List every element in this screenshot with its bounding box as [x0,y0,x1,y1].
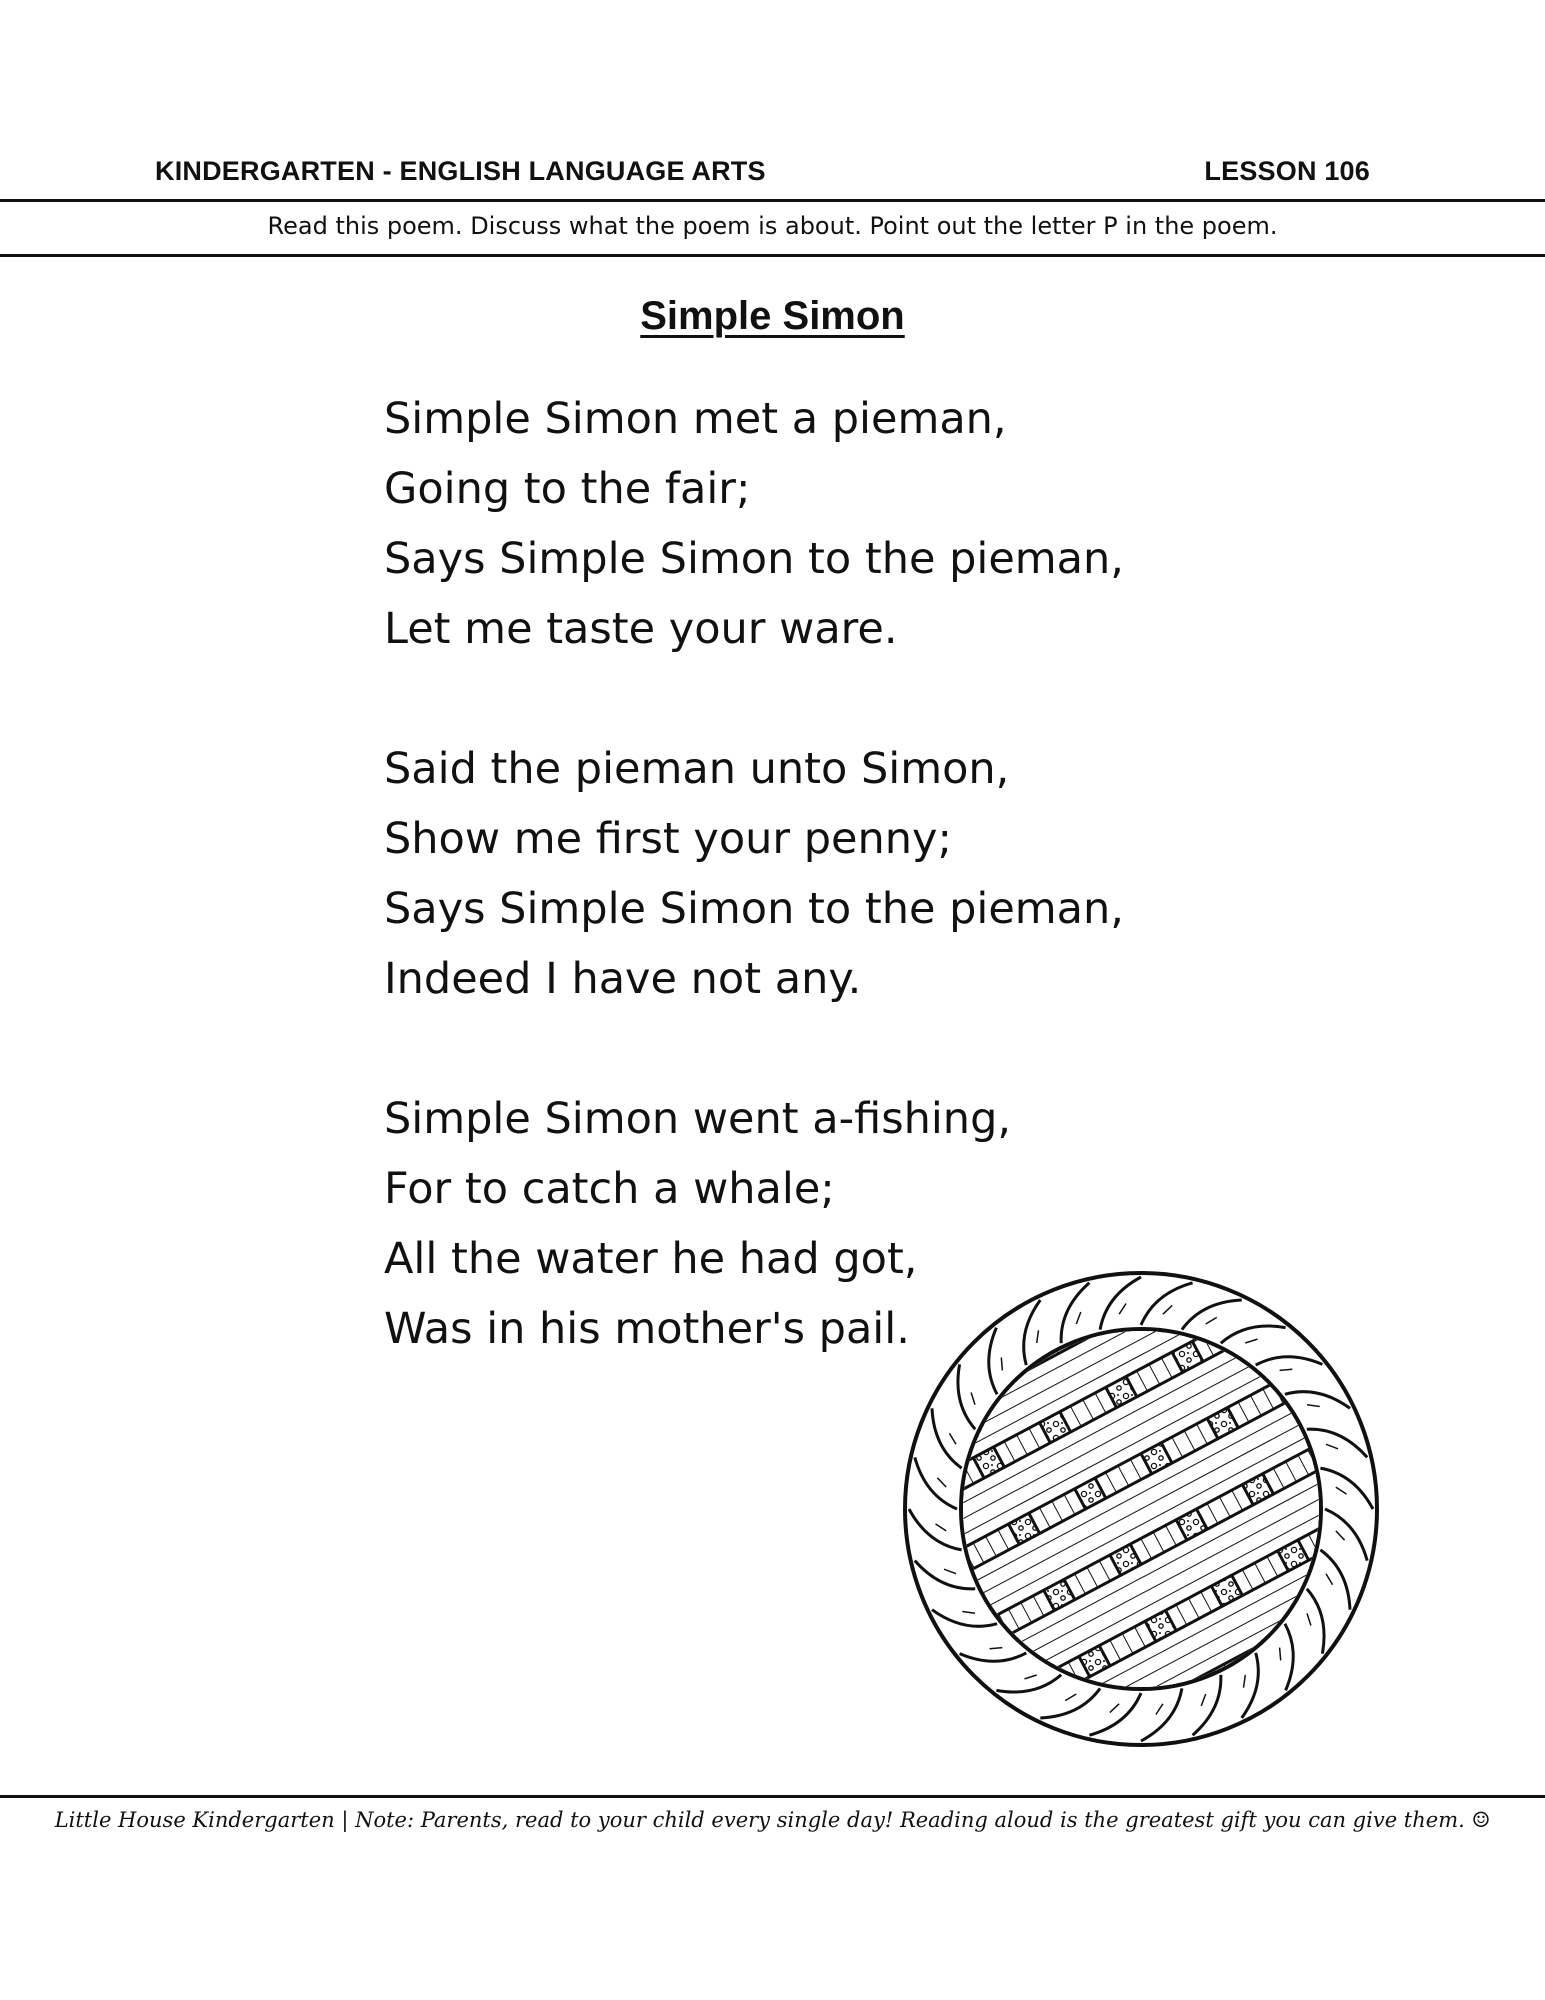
instruction-divider [0,254,1545,257]
footer-divider [0,1795,1545,1798]
poem-line: Says Simple Simon to the pieman, [384,884,1124,934]
poem-line: Show me first your penny; [384,814,952,864]
poem-line: Says Simple Simon to the pieman, [384,534,1124,584]
poem-stanza [384,734,1124,1014]
poem-line: All the water he had got, [384,1234,918,1284]
header-divider [0,199,1545,202]
poem-line: Said the pieman unto Simon, [384,744,1010,794]
page-header [155,150,1370,194]
poem-body [384,384,1124,1364]
subject-label: KINDERGARTEN - ENGLISH LANGUAGE ARTS [155,156,766,186]
instruction-text: Read this poem. Discuss what the poem is about. Point out the letter P in the poem. [267,212,1278,240]
lattice-pie-icon [898,1266,1384,1752]
poem-line: Indeed I have not any. [384,954,862,1004]
footer-note: Little House Kindergarten | Note: Parents, read to your child every single day! Reading aloud is the greatest gift you can give them. ☺ [54,1808,1491,1832]
poem-line: For to catch a whale; [384,1164,835,1214]
poem-line: Simple Simon met a pieman, [384,394,1007,444]
poem-stanza [384,384,1124,664]
lesson-number: LESSON 106 [1204,156,1370,186]
poem-line: Let me taste your ware. [384,604,898,654]
poem-line: Going to the fair; [384,464,751,514]
poem-title: Simple Simon [640,294,905,338]
poem-line: Was in his mother's pail. [384,1304,910,1354]
poem-line: Simple Simon went a-fishing, [384,1094,1012,1144]
